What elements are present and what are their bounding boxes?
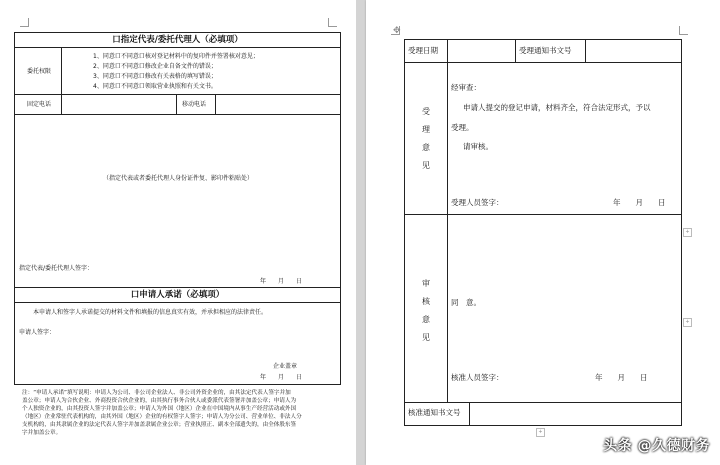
authority-item: 3、同意口不同意口修改有关表格的填写错误； — [93, 73, 217, 80]
note-line: 字并加盖公章。 — [22, 430, 62, 436]
date-1: 年 月 日 — [260, 278, 303, 285]
id-paste-row — [15, 115, 340, 288]
corner-mark — [679, 26, 688, 35]
review-text-2: 受理。 — [451, 123, 474, 132]
right-form-table — [404, 39, 682, 426]
left-form-table — [14, 32, 341, 385]
section2-title: 口申请人承诺（必填项） — [130, 290, 225, 300]
authority-label: 委托权限 — [27, 68, 52, 75]
section2-title-row — [15, 288, 340, 303]
expand-tab[interactable]: + — [683, 318, 692, 327]
expand-tab[interactable]: + — [536, 428, 545, 437]
approve-opinion-vertical: 审 核 意 见 — [422, 279, 430, 342]
promise-text: 本申请人和签字人承诺提交的材料文件和填报的信息真实有效，并承担相应的法律责任。 — [33, 309, 268, 316]
review-label: 经审查： — [451, 83, 481, 92]
section1-title-row — [15, 33, 340, 48]
corner-mark — [20, 18, 29, 27]
approve-date: 年 月 日 — [595, 373, 648, 382]
agent-signature-label: 指定代表/委托代理人签字： — [19, 265, 94, 272]
note-line: 支机构的，由其隶属企业的法定代表人签字并加盖隶属企业公章；营业执照正、副本全部遗失的，由全体股东签 — [22, 422, 297, 428]
authority-row — [15, 48, 340, 95]
accept-date-label: 受理日期 — [408, 46, 438, 55]
promise-row — [15, 303, 340, 386]
page-gap — [356, 0, 366, 465]
approve-notice-label: 核准通知书文号 — [408, 408, 461, 417]
id-paste-note: （指定代表或者委托代理人身份证件复、影印件粘贴处） — [103, 175, 254, 182]
accept-person-sign: 受理人员签字： — [451, 198, 504, 207]
accept-notice-label: 受理通知书文号 — [519, 46, 572, 55]
authority-item: 1、同意口不同意口核对登记材料中的复印件并签署核对意见； — [93, 53, 259, 60]
review-text-3: 请审核。 — [463, 142, 493, 151]
accept-opinion-vertical: 受 理 意 见 — [422, 107, 430, 170]
company-seal: 企业盖章 — [273, 363, 298, 370]
authority-item: 2、同意口不同意口修改企业自备文件的错误； — [93, 63, 217, 70]
section1-title: 口指定代表/委托代理人（必填项） — [112, 35, 243, 45]
approve-person-sign: 核准人员签字： — [451, 373, 504, 382]
phone-row — [15, 95, 340, 115]
move-handle-icon[interactable]: ✥ — [393, 26, 401, 36]
accept-date: 年 月 日 — [613, 198, 666, 207]
expand-tab[interactable]: + — [683, 228, 692, 237]
note-line: 注：“申请人承诺”填写说明：申请人为公司、非公司企业法人、非公司外资企业的，由其法定代表人签字并加 — [22, 390, 291, 396]
review-text-1: 申请人提交的登记申请，材料齐全，符合法定形式，予以 — [463, 103, 651, 112]
date-2: 年 月 日 — [260, 374, 303, 381]
watermark: 头条 @久德财务 — [603, 438, 710, 454]
applicant-signature-label: 申请人签字： — [19, 329, 56, 336]
note-line: 盖公章；申请人为合伙企业、外商投资合伙企业的，由其执行事务合伙人或委派代表签署并加盖公章；申请人为 — [22, 398, 297, 404]
mobile-phone-label: 移动电话 — [182, 101, 207, 108]
agree-text: 同 意。 — [451, 298, 481, 307]
note-line: （地区）企业常驻代表机构的，由其外国（地区）企业的有权签字人签字；申请人为分公司、营业单位、非法人分 — [22, 414, 302, 420]
corner-mark — [328, 18, 337, 27]
fixed-phone-label: 固定电话 — [27, 101, 52, 108]
note-line: 个人独资企业的，由其投资人签字并加盖公章；申请人为外国（地区）企业在中国境内从事生产经营活动或外国 — [22, 406, 297, 412]
authority-item: 4、同意口不同意口领取营业执照和有关文书。 — [93, 83, 217, 90]
